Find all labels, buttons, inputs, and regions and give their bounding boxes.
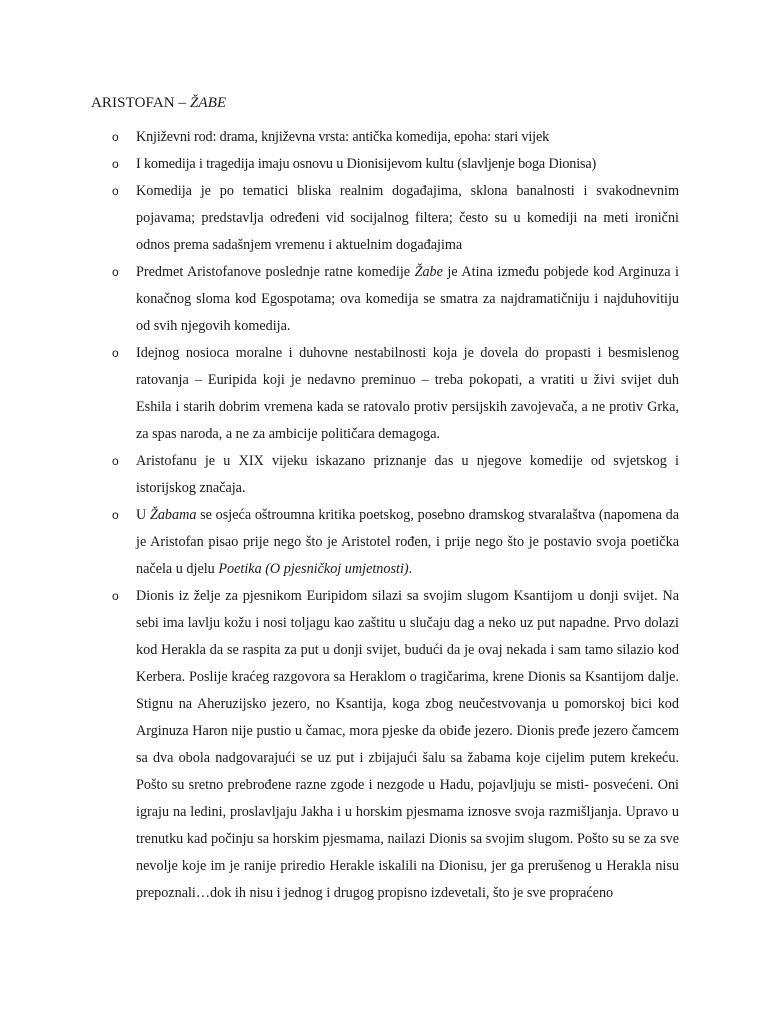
bullet-list (0, 124, 768, 907)
list-item-text (136, 502, 679, 583)
bullet-marker-icon: o (112, 184, 119, 198)
list-item-text: Komedija je po tematici bliska realnim događajima, sklona banalnosti i svakodnevnim pojavama; predstavlja određeni vid socijalnog filtera; često su u komediji na meti ironični odnos prema sadašnjem vremenu i aktuelnim događajima (136, 183, 679, 253)
text-segment: . (408, 561, 413, 577)
list-item-text (136, 259, 679, 340)
document-title (91, 93, 226, 113)
bullet-marker-icon: o (112, 346, 119, 360)
list-item-text: Dionis iz želje za pjesnikom Euripidom silazi sa svojim slugom Ksantijom u donji svijet. Na sebi ima lavlju kožu i nosi toljagu kao zaštitu u slučaju dag a neko uz put napadne. Prvo dolazi kod Herakla da se raspita za put u donji svijet, budući da je ovaj nekada i sam tamo silazio kod Kerbera. Poslije kraćeg razgovora sa Heraklom o tragičarima, krene Dionis sa Ksantijom dalje. Stignu na Aheruzijsko jezero, no Ksantija, koga zbog neučestvovanja u pomorskoj bici kod Arginuza Haron nije pustio u čamac, mora pjeske da obiđe jezero. Dionis pređe jezero čamcem sa dva obola nadgovarajući se uz put i zbijajući šalu sa žabama koje cijelim putem krekeću. Pošto su sretno prebrođene razne zgode i nezgode u Hadu, pojavljuju se misti- posvećeni. Oni igraju na ledini, proslavljaju Jakha i u horskim pjesmama iznosve svoja razmišljanja. Upravo u trenutku kad počinju sa horskim pjesmama, nailazi Dionis sa svojim slugom. Pošto su se za sve nevolje koje im je ranije priredio Herakle iskalili na Dionisu, jer ga prerušenog u Herakla nisu prepoznali…dok ih nisu i jednog i drugog propisno izdevetali, što je sve propraćeno (136, 588, 679, 901)
bullet-marker-icon: o (112, 589, 119, 603)
bullet-marker-icon: o (112, 508, 119, 522)
bullet-marker-icon: o (112, 265, 119, 279)
bullet-marker-icon: o (112, 157, 119, 171)
list-item (0, 259, 768, 340)
text-segment: se osjeća oštroumna kritika poetskog, posebno dramskog stvaralaštva (napomena da je Aristofan pisao prije nego što je Aristotel rođen, i prije nego što je postavio svoja poetička načela u djelu (136, 507, 679, 577)
list-item-text: I komedija i tragedija imaju osnovu u Dionisijevom kultu (slavljenje boga Dionisa) (136, 156, 597, 172)
work-title: Žabe (414, 264, 443, 280)
text-segment: Predmet Aristofanove poslednje ratne komedije (136, 264, 415, 280)
bullet-marker-icon: o (112, 454, 119, 468)
text-segment: U (136, 507, 150, 523)
title-italic: ŽABE (190, 95, 227, 111)
work-title: Žabama (149, 507, 197, 523)
list-item (0, 151, 768, 178)
list-item (0, 124, 768, 151)
list-item (0, 583, 768, 907)
list-item (0, 178, 768, 259)
work-title: Poetika (O pjesničkoj umjetnosti) (218, 561, 409, 577)
list-item-text: Idejnog nosioca moralne i duhovne nestabilnosti koja je dovela do propasti i besmislenog ratovanja – Euripida koji je nedavno preminuo – treba pokopati, a vratiti u živi svijet duh Eshila i starih dobrim vremena kada se ratovalo protiv persijskih zavojevača, a ne protiv Grka, za spas naroda, a ne za ambicije političara demagoga. (136, 345, 679, 442)
bullet-marker-icon: o (112, 130, 119, 144)
list-item-text: Književni rod: drama, književna vrsta: antička komedija, epoha: stari vijek (136, 129, 550, 145)
list-item (0, 340, 768, 448)
list-item (0, 502, 768, 583)
list-item-text: Aristofanu je u XIX vijeku iskazano priznanje das u njegove komedije od svjetskog i istorijskog značaja. (136, 453, 679, 496)
title-main: ARISTOFAN – (91, 95, 190, 111)
text-segment: je Atina između pobjede kod Arginuza i konačnog sloma kod Egospotama; ova komedija se smatra za najdramatičniju i najduhovitiju od svih njegovih komedija. (136, 264, 679, 334)
list-item (0, 448, 768, 502)
